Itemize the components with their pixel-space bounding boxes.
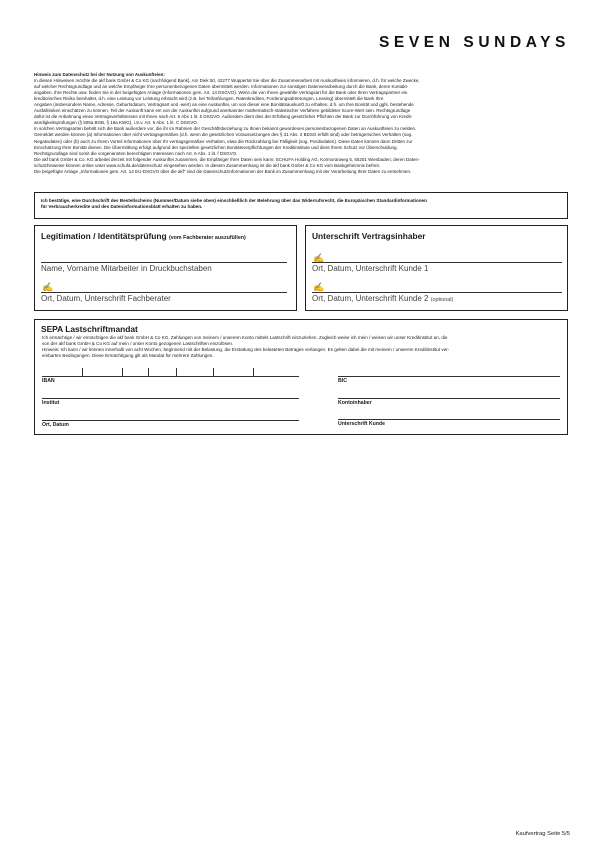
privacy-line: Negativdaten) oder (b) auch zu Ihrem Vorteil Informationen über Ihr vertragsgemäßes Verhalten, etwa die Rückzahlung bei Fälligkeit (sog. Positivdaten). Diese Daten können dann Dritten zur [34,138,413,144]
customer-signature-field[interactable] [338,419,560,420]
legitimation-title: Legitimation / Identitätsprüfung (vom Fachberater auszufüllen) [41,231,246,241]
customer1-signature-line[interactable] [312,262,562,263]
page-number: Kaufvertrag Seite 5/5 [515,831,570,837]
privacy-line: Die akf bank GmbH & Co. KG arbeitet derzeit mit folgender Auskunftei zusammen, die Empfänger Ihrer Daten sein kann: SCHUFA Holding AG, Kormoranweg 5, 65201 Wiesbaden; deren Daten- [34,156,420,162]
sepa-line: Hinweis: Ich kann / wir können innerhalb von acht Wochen, beginnend mit der Belastung, die Erstattung des belasteten Betrages verlangen. Es gelten dabei die mit meinem / unserem Kreditinstitut ver- [42,347,450,352]
pen-signature-icon: ✍ [42,282,54,292]
sepa-mandate-text [42,335,562,359]
privacy-line: angaben, Ihre Rechte usw. finden Sie in der beigefügten Anlage (Informationen gem. Art. 14 DSGVO). Wenn die von Ihnen gewählte Vertragsart für die Bank oder Ihren Vertragspartner ein [34,90,408,96]
confirmation-box [34,192,568,219]
kontoinhaber-field[interactable] [338,398,560,399]
privacy-line: schutzhinweise können online unter www.schufa.de/datenschutz eingesehen werden. In diesem Zusammenhang ist die akf bank GmbH & Co KG vom Bankgeheimnis befreit. [34,162,380,168]
privacy-line: dafür ist die Anbahnung eines Vertragsverhältnisses mit Ihnen nach Art. 6 Abs 1 lit. b DSGVO. Außerdem dient dies der Erfüllung gesetzlicher Pflichten der Bank zur Durchführung von Kredit- [34,114,413,120]
privacy-line: Gemeldet werden können (a) Informationen über nicht vertragsgemäßes (d.h. wenn die gesetzlichen Voraussetzungen des § 31 Abs. 2 BDSG erfüllt sind) oder betrügerisches Verhalten (sog. [34,132,413,138]
sepa-line: einbarten Bedingungen. Diese Ermächtigung gilt als Mandat für mehrere Zahlungen. [42,353,214,358]
privacy-line: würdigkeitsprüfungen (§ 505a BGB, § 18a KWG), i.S.v. Art. 6 Abs. 1 lit. C DSGVO. [34,120,198,126]
privacy-line: auf welcher Rechtsgrundlage und an welche Empfänger Ihre personenbezogenen Daten übermittelt werden. Informationen zur sonstigen Datenverarbeitung durch die Bank, deren Kontakt- [34,84,409,90]
kontoinhaber-label: Kontoinhaber [338,400,372,406]
sepa-title: SEPA Lastschriftmandat [41,324,138,334]
privacy-notice [34,72,568,175]
privacy-line: Einschätzung Ihrer Bonität dienen. Die Übermittlung erfolgt aufgrund der speziellen gesetzlichen Bonitätsverpflichtungen der Kreditinstitute und dient Ihrem Schutz vor Überschuldung. [34,144,398,150]
institut-field[interactable] [42,398,299,399]
institut-label: Institut [42,400,60,406]
sepa-line: Ich ermächtige / wir ermächtigen die akf bank GmbH & Co KG, Zahlungen von meinem / unserem Konto mittels Lastschrift einzuziehen. Zugleich weise ich mein / weisen wir unser Kreditinstitut an, die [42,335,448,340]
privacy-line: Ausfallrisiken einschätzen zu können. Teil der Auskunft kann ein von der Auskunftei aufgrund anerkannter mathematisch-statistischer Verfahren gebildeter Score-Wert sein. Rechtsgrundlage [34,108,411,114]
privacy-line: In solchen Vertragsarten behält sich die Bank außerdem vor, die ihr im Rahmen der Geschäftsbeziehung zu Ihnen bekannt gewordenen personenbezogenen Daten an Auskunfteien zu melden. [34,126,417,132]
name-signature-line[interactable] [41,262,287,263]
iban-separator [176,368,177,376]
advisor-signature-line[interactable] [41,292,287,293]
legitimation-box [34,225,297,311]
customer1-signature-label: Ort, Datum, Unterschrift Kunde 1 [312,264,429,273]
customer2-signature-line[interactable] [312,292,562,293]
pen-signature-icon: ✍ [313,253,325,263]
brand-logo: SEVEN SUNDAYS [378,34,570,51]
bic-field[interactable] [338,376,560,377]
iban-field[interactable] [42,376,299,377]
iban-separator [253,368,254,376]
privacy-line: Angaben (insbesondere Name, Adresse, Geburtsdatum, Vertragsart und -wert) an eine Auskunftei, um von dieser eine Bonitätsauskunft zu erhalten, d.h. um Ihre Bonität und ggfs. bestehende [34,102,414,108]
privacy-line: Die beigefügte Anlage „Informationen gem. Art. 14 EU-DSGVO über die akf“ sind die Datenschutzinformationen der Bank im Zusammenhang mit der Verarbeitung Ihrer Daten zu entnehmen. [34,168,412,174]
ort-datum-field[interactable] [42,420,299,421]
iban-label: IBAN [42,378,55,384]
iban-separator [213,368,214,376]
iban-separator [82,368,83,376]
employee-name-label: Name, Vorname Mitarbeiter in Druckbuchstaben [41,264,212,273]
legitimation-title-note: (vom Fachberater auszufüllen) [168,235,246,241]
ort-datum-label: Ort, Datum [42,422,69,428]
privacy-line: Rechtsgrundlage sind somit die vorgenannten berechtigten Interessen nach Art. 6 Abs. 1 lit. f DSGVO. [34,150,238,156]
pen-signature-icon: ✍ [313,282,325,292]
privacy-line: In diesen Hinweisen möchte die akf bank GmbH & Co KG (nachfolgend Bank), Am Diek 50, 42277 Wuppertal Sie über die Zusammenarbeit mit Auskunfteien informieren, d.h. für welche Zwecke, [34,78,420,84]
contract-signature-title: Unterschrift Vertragsinhaber [312,231,426,241]
privacy-line: kreditorisches Risiko beinhaltet, d.h. eine Leistung vor Leistung erbracht wird (z.B. bei Teilzahlungen, Ratenkrediten, Forderungsabtretungen, Leasing) übermittelt die Bank Ihre [34,96,384,102]
iban-separator [148,368,149,376]
customer-signature-label: Unterschrift Kunde [338,421,385,427]
customer2-signature-label: Ort, Datum, Unterschrift Kunde 2 (optional) [312,294,454,303]
optional-note: (optional) [430,297,454,303]
confirmation-line: für Verbraucherkredite und des Dateninformationsblatt erhalten zu haben. [41,204,203,209]
advisor-signature-label: Ort, Datum, Unterschrift Fachberater [41,294,171,303]
contract-signature-box [305,225,568,311]
sepa-line: von der akf bank GmbH & Co KG auf mein / unser Konto gezogenen Lastschriften einzulösen. [42,341,234,346]
bic-label: BIC [338,378,347,384]
privacy-heading: Hinweis zum Datenschutz bei der Nutzung von Auskunfteien: [34,72,165,77]
confirmation-line: Ich bestätige, eine Durchschrift des Bestellscheins (Nummer/Datum siehe oben) einschließlich der Belehrung über das Widerrufsrecht, die Europäischen Standardinformationen [41,198,427,203]
iban-separator [122,368,123,376]
